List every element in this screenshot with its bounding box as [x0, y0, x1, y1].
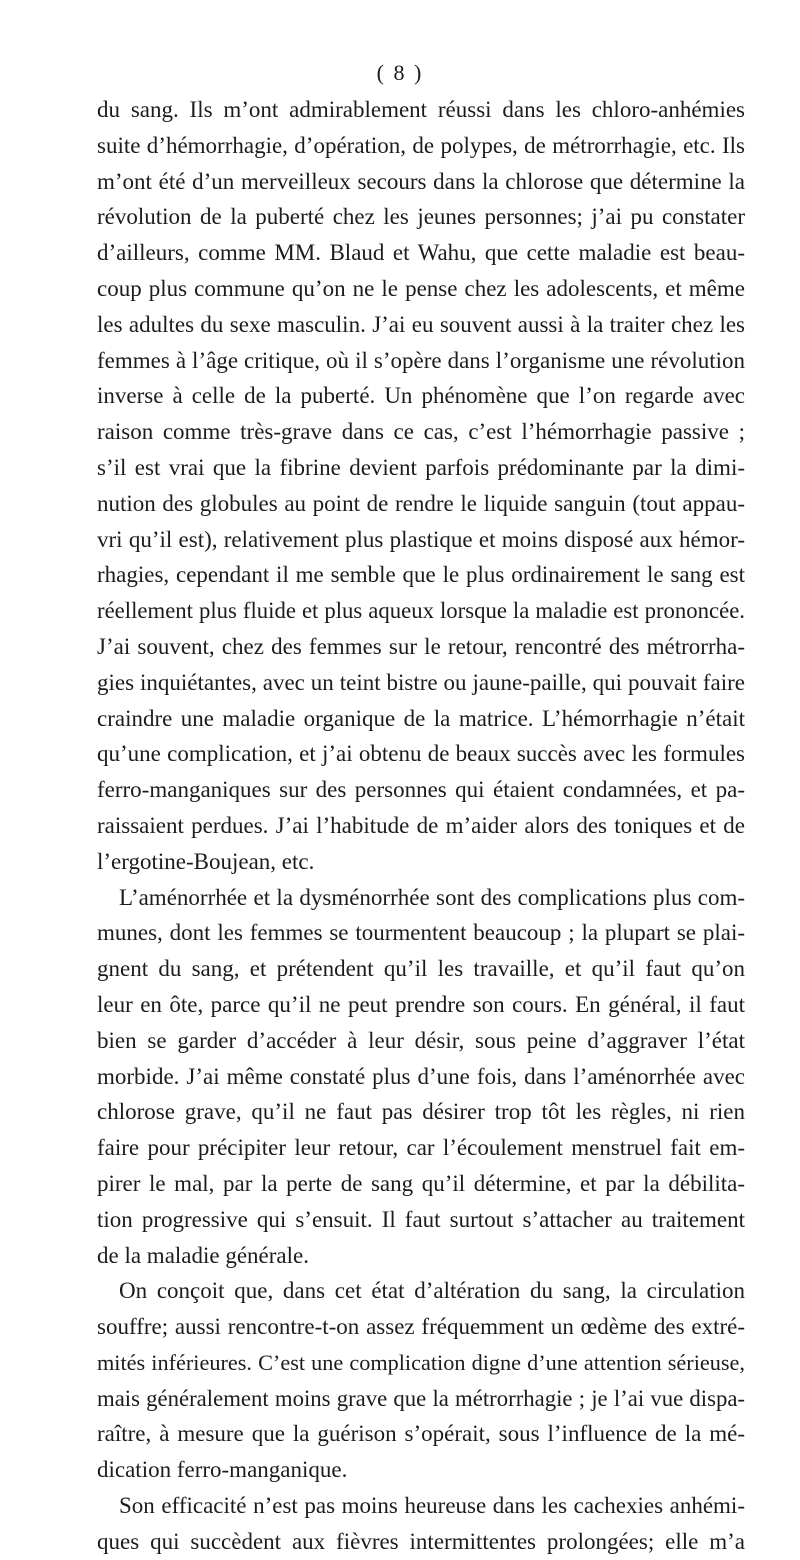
- text-line: mais généralement moins grave que la métrorrhagie ; je l’ai vue dispa-: [97, 1385, 745, 1411]
- text-line: bien se garder d’accéder à leur désir, sous peine d’aggraver l’état: [97, 1027, 745, 1053]
- text-line: Son efficacité n’est pas moins heureuse dans les cachexies anhémi-: [119, 1493, 745, 1519]
- text-line: l’ergotine-Boujean, etc.: [97, 848, 315, 874]
- text-line: qu’une complication, et j’ai obtenu de beaux succès avec les formules: [97, 741, 745, 767]
- text-line: révolution de la puberté chez les jeunes personnes; j’ai pu constater: [97, 204, 745, 230]
- text-line: mités inférieures. C’est une complication digne d’une attention sérieuse,: [97, 1349, 745, 1375]
- text-line: raison comme très-grave dans ce cas, c’est l’hémorrhagie passive ;: [97, 419, 745, 445]
- text-line: raissaient perdues. J’ai l’habitude de m’aider alors des toniques et de: [97, 812, 745, 838]
- text-line: gies inquiétantes, avec un teint bistre ou jaune-paille, qui pouvait faire: [97, 669, 745, 695]
- text-line: nution des globules au point de rendre le liquide sanguin (tout appau-: [97, 490, 745, 516]
- text-line: leur en ôte, parce qu’il ne peut prendre son cours. En général, il faut: [97, 991, 745, 1017]
- text-line: coup plus commune qu’on ne le pense chez les adolescents, et même: [97, 275, 745, 301]
- text-line: gnent du sang, et prétendent qu’il les travaille, et qu’il faut qu’on: [97, 956, 745, 982]
- text-line: rhagies, cependant il me semble que le plus ordinairement le sang est: [97, 562, 745, 588]
- text-line: L’aménorrhée et la dysménorrhée sont des complications plus com-: [119, 884, 745, 910]
- text-line: ques qui succèdent aux fièvres intermittentes prolongées; elle m’a: [97, 1528, 745, 1554]
- page-number: ( 8 ): [376, 60, 424, 85]
- text-line: morbide. J’ai même constaté plus d’une fois, dans l’aménorrhée avec: [97, 1063, 745, 1089]
- text-line: suite d’hémorrhagie, d’opération, de polypes, de métrorrhagie, etc. Ils: [97, 132, 745, 158]
- text-line: chlorose grave, qu’il ne faut pas désirer trop tôt les règles, ni rien: [97, 1099, 745, 1125]
- text-line: d’ailleurs, comme MM. Blaud et Wahu, que cette maladie est beau-: [97, 240, 745, 266]
- text-line: munes, dont les femmes se tourmentent beaucoup ; la plupart se plai-: [97, 920, 745, 946]
- text-line: dication ferro-manganique.: [97, 1457, 348, 1483]
- text-line: On conçoit que, dans cet état d’altération du sang, la circulation: [119, 1278, 745, 1304]
- text-line: tion progressive qui s’ensuit. Il faut surtout s’attacher au traitement: [97, 1206, 745, 1232]
- text-line: m’ont été d’un merveilleux secours dans la chlorose que détermine la: [97, 168, 745, 194]
- text-line: craindre une maladie organique de la matrice. L’hémorrhagie n’était: [97, 705, 745, 731]
- text-line: s’il est vrai que la fibrine devient parfois prédominante par la dimi-: [97, 454, 745, 480]
- text-line: souffre; aussi rencontre-t-on assez fréquemment un œdème des extré-: [97, 1314, 745, 1340]
- text-line: inverse à celle de la puberté. Un phénomène que l’on regarde avec: [97, 383, 745, 409]
- text-line: les adultes du sexe masculin. J’ai eu souvent aussi à la traiter chez les: [97, 311, 745, 337]
- text-line: réellement plus fluide et plus aqueux lorsque la maladie est prononcée.: [97, 598, 745, 624]
- text-line: ferro-manganiques sur des personnes qui étaient condamnées, et pa-: [97, 777, 745, 803]
- text-line: vri qu’il est), relativement plus plastique et moins disposé aux hémor-: [97, 526, 745, 552]
- text-line: faire pour précipiter leur retour, car l’écoulement menstruel fait em-: [97, 1135, 745, 1161]
- text-line: raître, à mesure que la guérison s’opérait, sous l’influence de la mé-: [97, 1421, 745, 1447]
- text-line: J’ai souvent, chez des femmes sur le retour, rencontré des métrorrha-: [97, 633, 745, 659]
- text-line: femmes à l’âge critique, où il s’opère dans l’organisme une révolution: [97, 347, 745, 373]
- body-text: [97, 92, 745, 1560]
- text-line: pirer le mal, par la perte de sang qu’il détermine, et par la débilita-: [97, 1170, 745, 1196]
- text-line: de la maladie générale.: [97, 1242, 309, 1268]
- text-line: du sang. Ils m’ont admirablement réussi dans les chloro-anhémies: [97, 97, 745, 122]
